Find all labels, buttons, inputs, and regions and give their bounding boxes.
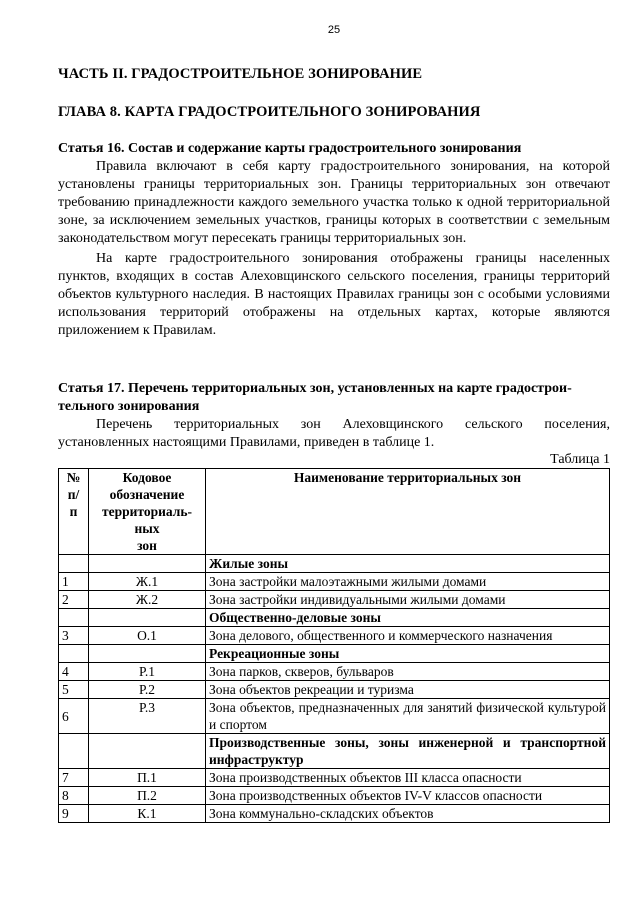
row-code: Р.3 (89, 699, 206, 734)
part-title: ЧАСТЬ II. ГРАДОСТРОИТЕЛЬНОЕ ЗОНИРОВАНИЕ (58, 66, 423, 82)
article-17-heading-line-2: тельного зонирования (58, 399, 200, 414)
row-number: 5 (59, 681, 89, 699)
table-row (59, 591, 610, 609)
zones-table (58, 468, 610, 823)
article-16-heading: Статья 16. Состав и содержание карты градостроительного зонирования (58, 141, 522, 156)
header-code-line: обозначение (109, 487, 185, 502)
row-number: 8 (59, 787, 89, 805)
table-row (59, 699, 610, 734)
row-number: 6 (59, 699, 89, 734)
row-number: 7 (59, 769, 89, 787)
table-row (59, 769, 610, 787)
header-code-line: зон (137, 538, 157, 553)
header-number (59, 469, 89, 555)
group-name: Производственные зоны, зоны инженерной и транспортной инфраструктур (206, 734, 610, 769)
header-code-line: Кодовое (122, 470, 172, 485)
header-number-line: п/ (67, 487, 80, 502)
article-17-heading-line-1: Статья 17. Перечень территориальных зон, установленных на карте градострои- (58, 381, 572, 396)
article-16-paragraph-1: Правила включают в себя карту градостроительного зонирования, на которой установлены границы территориальных зон. Границы территориальных зон отвечают требованию принадлежности каждого земельного участка только к одной территориальной зоне, за исключением земельных участков, границы которых в соответствии с земельным законодательством могут пересекать границы территориальных зон. (58, 159, 610, 246)
table-cell (89, 555, 206, 573)
table-group-row (59, 609, 610, 627)
row-code: П.2 (89, 787, 206, 805)
table-cell (89, 609, 206, 627)
row-code: Ж.1 (89, 573, 206, 591)
row-code: О.1 (89, 627, 206, 645)
row-number: 3 (59, 627, 89, 645)
row-number: 1 (59, 573, 89, 591)
row-name: Зона делового, общественного и коммерческого назначения (206, 627, 610, 645)
table-row (59, 573, 610, 591)
table-cell (89, 734, 206, 769)
header-number-line: № (66, 470, 81, 485)
row-number: 2 (59, 591, 89, 609)
article-16 (58, 140, 610, 340)
row-code: П.1 (89, 769, 206, 787)
header-number-line: п (69, 504, 78, 519)
row-code: Р.2 (89, 681, 206, 699)
article-16-paragraph-2: На карте градостроительного зонирования отображены границы населенных пунктов, входящих в состав Алеховщинского сельского поселения, границы территорий объектов культурного наследия. В настоящих Правилах границы зон с особыми условиями использования территорий отображены на отдельных картах, которые являются приложением к Правилам. (58, 251, 610, 338)
header-code-line: территориаль- (102, 504, 192, 519)
table-row (59, 627, 610, 645)
table-cell (59, 555, 89, 573)
group-name: Жилые зоны (206, 555, 610, 573)
table-cell (59, 645, 89, 663)
row-code: Ж.2 (89, 591, 206, 609)
row-name: Зона коммунально-складских объектов (206, 805, 610, 823)
group-name: Общественно-деловые зоны (206, 609, 610, 627)
row-name: Зона производственных объектов III класса опасности (206, 769, 610, 787)
row-number: 4 (59, 663, 89, 681)
row-code: К.1 (89, 805, 206, 823)
header-name: Наименование территориальных зон (206, 469, 610, 555)
table-row (59, 787, 610, 805)
header-code (89, 469, 206, 555)
table-row (59, 681, 610, 699)
header-code-line: ных (134, 521, 160, 536)
table-header-row (59, 469, 610, 555)
row-name: Зона парков, скверов, бульваров (206, 663, 610, 681)
row-name: Зона застройки индивидуальными жилыми домами (206, 591, 610, 609)
row-name: Зона производственных объектов IV-V классов опасности (206, 787, 610, 805)
table-group-row (59, 645, 610, 663)
article-17 (58, 380, 610, 823)
table-group-row (59, 555, 610, 573)
row-name: Зона объектов, предназначенных для занятий физической культурой и спортом (206, 699, 610, 734)
chapter-title: ГЛАВА 8. КАРТА ГРАДОСТРОИТЕЛЬНОГО ЗОНИРОВАНИЯ (58, 104, 481, 120)
table-row (59, 663, 610, 681)
table-caption: Таблица 1 (550, 452, 610, 467)
article-17-heading (58, 380, 610, 416)
table-row (59, 805, 610, 823)
table-cell (59, 609, 89, 627)
row-name: Зона объектов рекреации и туризма (206, 681, 610, 699)
table-cell (89, 645, 206, 663)
table-group-row (59, 734, 610, 769)
row-name: Зона застройки малоэтажными жилыми домами (206, 573, 610, 591)
page-number: 25 (327, 24, 341, 36)
row-code: Р.1 (89, 663, 206, 681)
article-17-paragraph: Перечень территориальных зон Алеховщинского сельского поселения, установленных настоящими Правилами, приведен в таблице 1. (58, 417, 610, 450)
table-cell (59, 734, 89, 769)
row-number: 9 (59, 805, 89, 823)
group-name: Рекреационные зоны (206, 645, 610, 663)
